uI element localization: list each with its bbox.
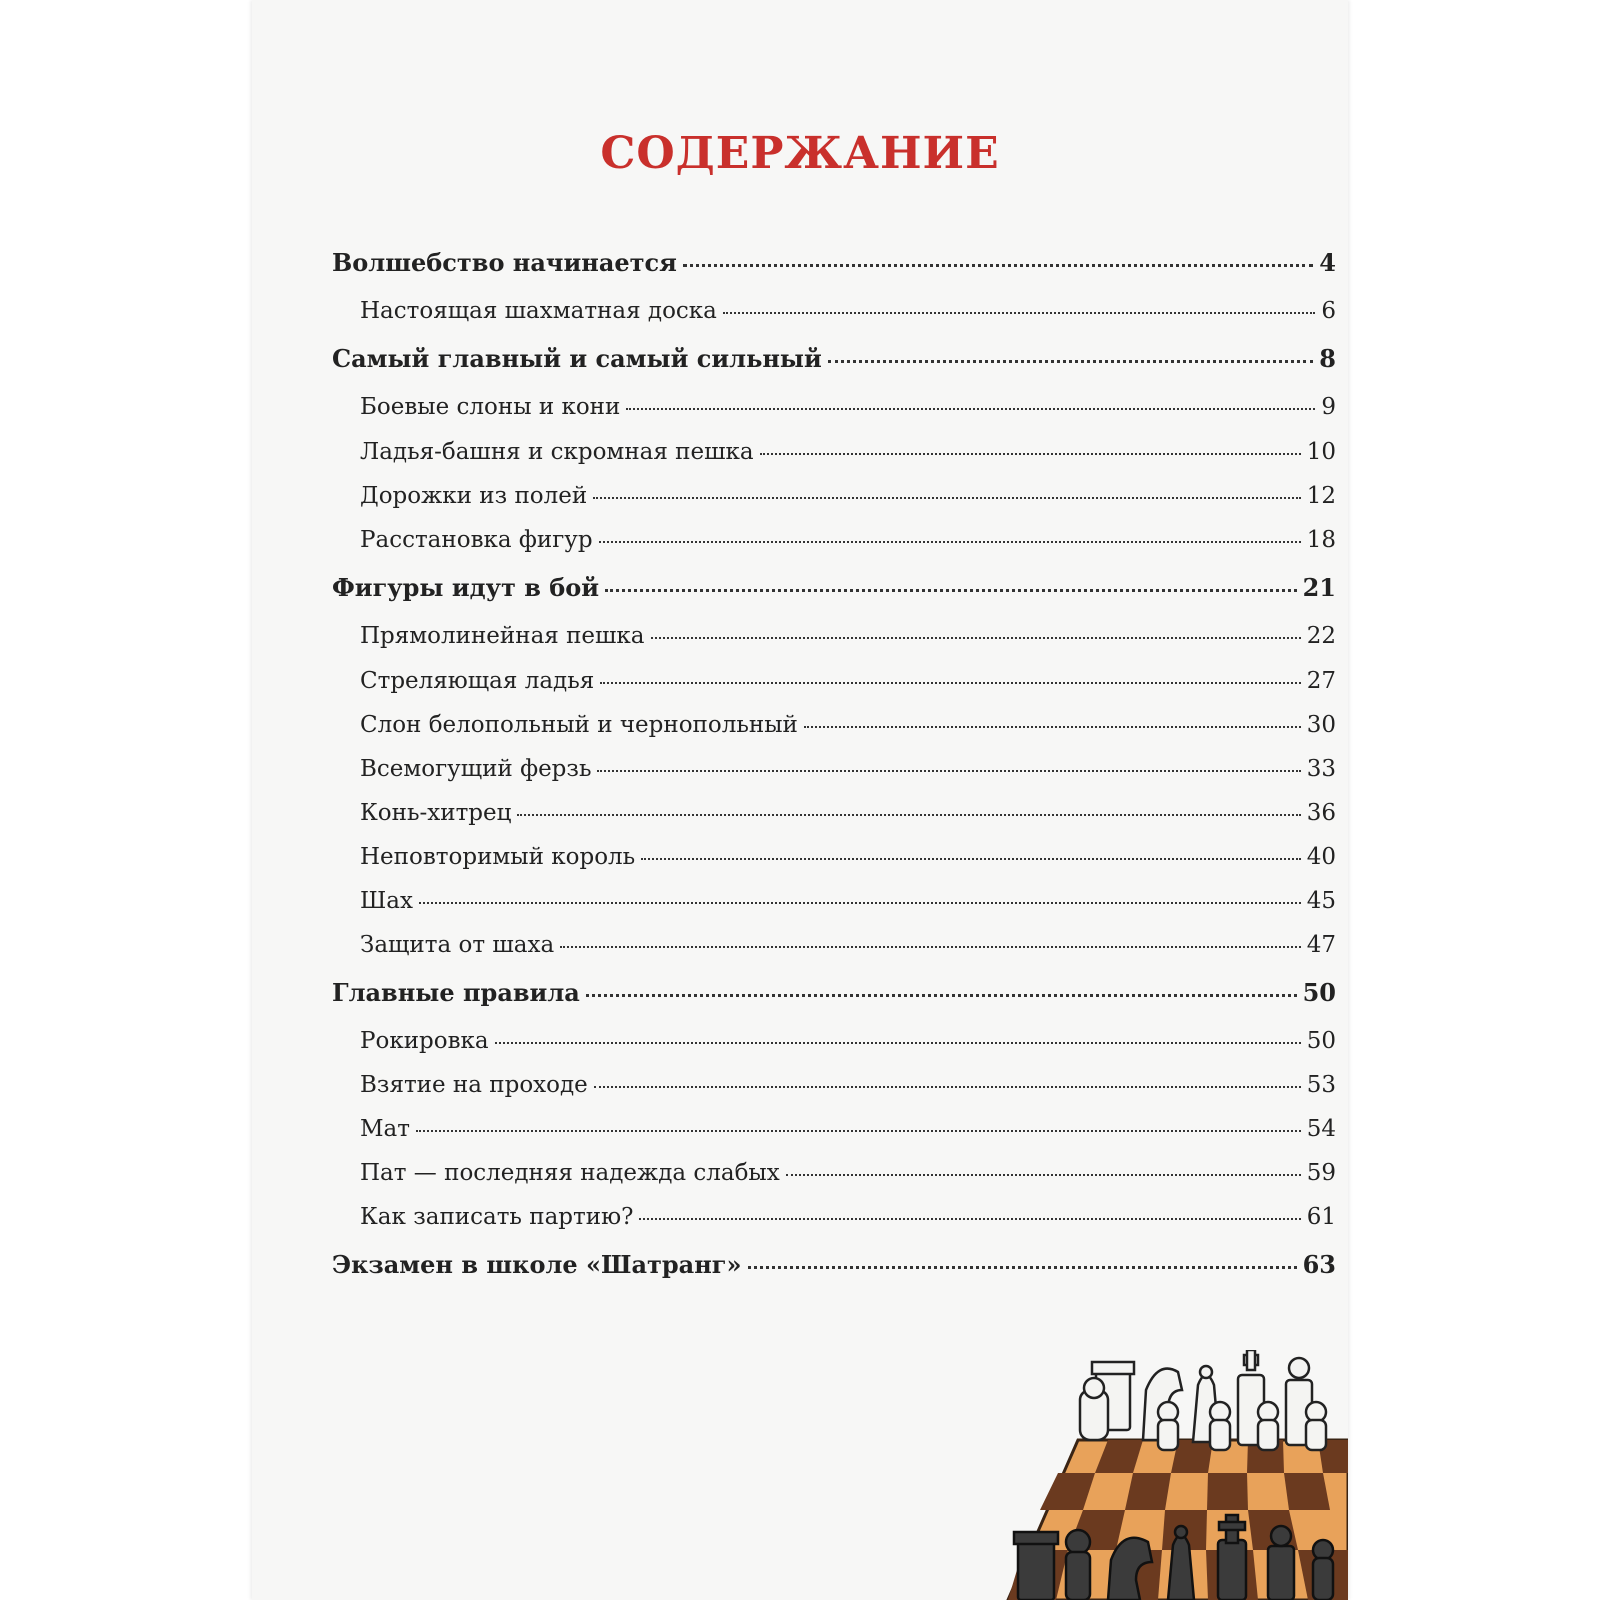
toc-entry-page: 22 — [1306, 623, 1336, 649]
toc-entry-page: 6 — [1321, 298, 1336, 324]
toc-entry[interactable] — [360, 527, 1336, 553]
toc-entry-label: Пат — последняя надежда слабых — [360, 1160, 780, 1186]
toc-entry-label: Экзамен в школе «Шатранг» — [332, 1250, 742, 1279]
leader-dots — [586, 994, 1297, 997]
toc-entry-label: Взятие на проходе — [360, 1072, 588, 1098]
toc-entry-page: 53 — [1306, 1072, 1336, 1098]
toc-entry-page: 33 — [1306, 756, 1336, 782]
toc-entry[interactable] — [360, 298, 1336, 324]
toc-entry[interactable] — [360, 1160, 1336, 1186]
leader-dots — [600, 682, 1300, 684]
leader-dots — [641, 858, 1301, 860]
leader-dots — [593, 497, 1301, 499]
toc-entry-page: 63 — [1302, 1250, 1336, 1279]
leader-dots — [748, 1266, 1297, 1269]
toc-entry-label: Боевые слоны и кони — [360, 394, 621, 420]
toc-entry[interactable] — [360, 1204, 1336, 1230]
toc-entry-label: Самый главный и самый сильный — [332, 344, 822, 373]
leader-dots — [605, 589, 1297, 592]
toc-entry-label: Шах — [360, 888, 413, 914]
toc-entry-page: 47 — [1306, 932, 1336, 958]
toc-entry[interactable] — [360, 712, 1336, 738]
leader-dots — [651, 637, 1301, 639]
toc-entry-label: Защита от шаха — [360, 932, 555, 958]
toc-entry[interactable] — [360, 932, 1336, 958]
toc-entry[interactable] — [360, 668, 1336, 694]
leader-dots — [560, 946, 1301, 948]
leader-dots — [416, 1130, 1301, 1132]
toc-entry-page: 12 — [1306, 483, 1336, 509]
toc-entry[interactable] — [360, 394, 1336, 420]
toc-entry[interactable] — [332, 573, 1336, 602]
toc-entry-label: Рокировка — [360, 1028, 489, 1054]
toc-entry-page: 21 — [1302, 573, 1336, 602]
leader-dots — [626, 408, 1315, 410]
leader-dots — [639, 1218, 1300, 1220]
toc-entry-label: Расстановка фигур — [360, 527, 593, 553]
toc-entry-label: Слон белопольный и чернопольный — [360, 712, 798, 738]
leader-dots — [517, 814, 1300, 816]
toc-entry-label: Как записать партию? — [360, 1204, 634, 1230]
toc-entry[interactable] — [360, 1072, 1336, 1098]
toc-entry-label: Прямолинейная пешка — [360, 623, 645, 649]
toc-entry-label: Неповторимый король — [360, 844, 636, 870]
toc-entry[interactable] — [360, 1028, 1336, 1054]
toc-entry-label: Конь-хитрец — [360, 800, 512, 826]
leader-dots — [419, 902, 1301, 904]
toc-entry[interactable] — [332, 248, 1336, 277]
toc-entry-label: Настоящая шахматная доска — [360, 298, 717, 324]
toc-entry-page: 8 — [1319, 344, 1336, 373]
toc-entry-page: 4 — [1319, 248, 1336, 277]
chess-pieces-on-board-icon — [968, 1350, 1348, 1600]
leader-dots — [599, 541, 1301, 543]
toc-entry-page: 18 — [1306, 527, 1336, 553]
page-title: СОДЕРЖАНИЕ — [600, 128, 1000, 179]
toc-entry-label: Волшебство начинается — [332, 248, 677, 277]
toc-entry[interactable] — [360, 844, 1336, 870]
toc-entry-label: Мат — [360, 1116, 410, 1142]
leader-dots — [594, 1086, 1301, 1088]
toc-entry-page: 10 — [1306, 439, 1336, 465]
toc-entry[interactable] — [360, 1116, 1336, 1142]
toc-entry[interactable] — [360, 800, 1336, 826]
toc-entry[interactable] — [332, 978, 1336, 1007]
toc-entry-page: 9 — [1321, 394, 1336, 420]
toc-entry[interactable] — [360, 483, 1336, 509]
toc-entry[interactable] — [360, 888, 1336, 914]
book-page — [252, 0, 1348, 1600]
toc-entry-page: 27 — [1306, 668, 1336, 694]
toc-entry-label: Ладья-башня и скромная пешка — [360, 439, 754, 465]
toc-entry-page: 36 — [1306, 800, 1336, 826]
toc-entry-label: Дорожки из полей — [360, 483, 588, 509]
toc-entry-page: 61 — [1306, 1204, 1336, 1230]
leader-dots — [597, 770, 1300, 772]
leader-dots — [683, 264, 1313, 267]
toc-entry[interactable] — [360, 756, 1336, 782]
toc-entry[interactable] — [332, 344, 1336, 373]
toc-entry[interactable] — [360, 623, 1336, 649]
toc-entry-page: 50 — [1306, 1028, 1336, 1054]
toc-entry[interactable] — [360, 439, 1336, 465]
toc-entry-label: Главные правила — [332, 978, 580, 1007]
toc-entry-page: 45 — [1306, 888, 1336, 914]
leader-dots — [760, 453, 1301, 455]
toc-entry-page: 59 — [1306, 1160, 1336, 1186]
toc-entry-label: Фигуры идут в бой — [332, 573, 600, 602]
toc-entry[interactable] — [332, 1250, 1336, 1279]
toc-entry-label: Стреляющая ладья — [360, 668, 595, 694]
toc-entry-page: 30 — [1306, 712, 1336, 738]
toc-entry-page: 54 — [1306, 1116, 1336, 1142]
toc-entry-page: 40 — [1306, 844, 1336, 870]
toc-entry-page: 50 — [1302, 978, 1336, 1007]
leader-dots — [786, 1174, 1301, 1176]
leader-dots — [804, 726, 1301, 728]
leader-dots — [495, 1042, 1301, 1044]
toc-entry-label: Всемогущий ферзь — [360, 756, 592, 782]
leader-dots — [723, 312, 1315, 314]
leader-dots — [828, 360, 1314, 363]
